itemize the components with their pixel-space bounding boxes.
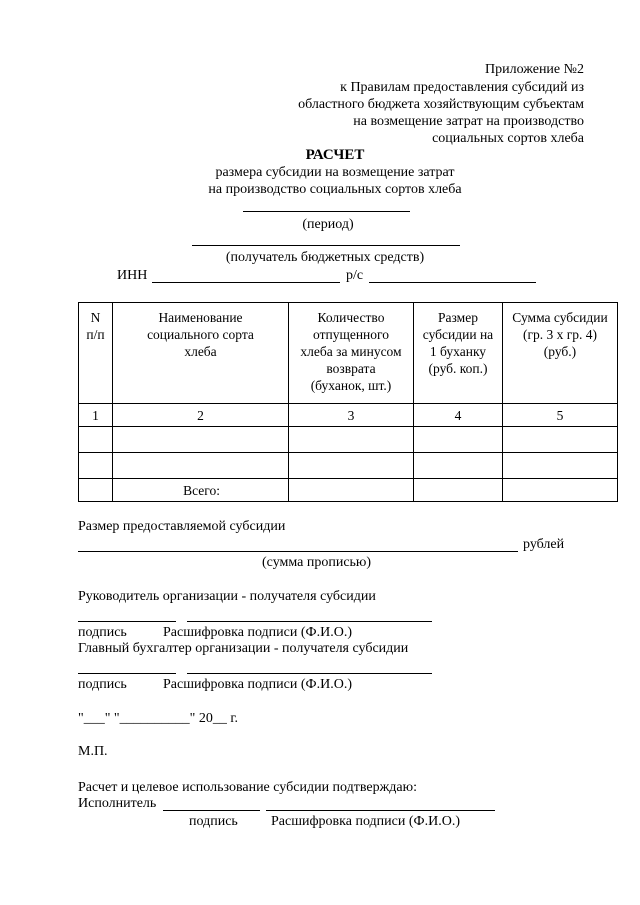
header-quantity: Количество отпущенного хлеба за минусом возврата (буханок, шт.) xyxy=(289,303,414,404)
header-number: N п/п xyxy=(79,303,113,404)
column-number: 5 xyxy=(503,404,618,427)
recipient-line[interactable] xyxy=(192,245,460,246)
subsidy-unit: рублей xyxy=(523,537,565,552)
total-label: Всего: xyxy=(113,479,289,502)
header-rate: Размер субсидии на 1 буханку (руб. коп.) xyxy=(414,303,503,404)
table-cell[interactable] xyxy=(503,453,618,479)
document-subtitle: на производство социальных сортов хлеба xyxy=(208,182,462,197)
table-header-row xyxy=(79,303,618,404)
account-field[interactable] xyxy=(369,282,536,283)
total-cell[interactable] xyxy=(289,479,414,502)
total-cell[interactable] xyxy=(414,479,503,502)
table-cell xyxy=(79,479,113,502)
accountant-signature-field[interactable] xyxy=(78,673,176,674)
column-number: 1 xyxy=(79,404,113,427)
table-cell[interactable] xyxy=(289,427,414,453)
inn-label: ИНН xyxy=(117,268,148,283)
recipient-label: (получатель бюджетных средств) xyxy=(225,250,425,265)
document-title: РАСЧЕТ xyxy=(305,147,365,163)
sign-caption: подпись xyxy=(78,625,127,640)
sign-caption: подпись xyxy=(78,677,127,692)
column-number: 3 xyxy=(289,404,414,427)
table-cell[interactable] xyxy=(113,453,289,479)
total-cell[interactable] xyxy=(503,479,618,502)
accountant-name-field[interactable] xyxy=(187,673,432,674)
subsidy-amount-field[interactable] xyxy=(78,551,518,552)
executor-sign-caption: подпись xyxy=(189,814,238,829)
table-cell[interactable] xyxy=(414,427,503,453)
appendix-number: Приложение №2 xyxy=(485,62,584,77)
account-label: р/с xyxy=(346,268,364,283)
header-sum: Сумма субсидии (гр. 3 x гр. 4) (руб.) xyxy=(503,303,618,404)
head-name-field[interactable] xyxy=(187,621,432,622)
appendix-line: областного бюджета хозяйствующим субъектам xyxy=(298,97,584,112)
inn-field[interactable] xyxy=(152,282,340,283)
table-total-row xyxy=(79,479,618,502)
column-number: 2 xyxy=(113,404,289,427)
decode-caption: Расшифровка подписи (Ф.И.О.) xyxy=(163,677,352,692)
table-cell[interactable] xyxy=(113,427,289,453)
stamp-place: М.П. xyxy=(78,744,108,759)
table-cell[interactable] xyxy=(503,427,618,453)
table-cell[interactable] xyxy=(79,427,113,453)
column-number-row xyxy=(79,404,618,427)
confirm-label: Расчет и целевое использование субсидии подтверждаю: xyxy=(78,780,417,795)
executor-name-field[interactable] xyxy=(266,810,495,811)
subsidy-table xyxy=(78,302,618,502)
subsidy-label: Размер предоставляемой субсидии xyxy=(78,519,286,534)
accountant-label: Главный бухгалтер организации - получателя субсидии xyxy=(78,641,409,656)
sum-in-words-hint: (сумма прописью) xyxy=(262,555,372,570)
appendix-line: социальных сортов хлеба xyxy=(432,131,584,146)
table-cell[interactable] xyxy=(79,453,113,479)
table-row xyxy=(79,427,618,453)
header-bread-name: Наименование социального сорта хлеба xyxy=(113,303,289,404)
table-cell[interactable] xyxy=(414,453,503,479)
table-row xyxy=(79,453,618,479)
appendix-line: к Правилам предоставления субсидий из xyxy=(340,80,584,95)
executor-label: Исполнитель xyxy=(78,796,157,811)
period-label: (период) xyxy=(302,217,354,232)
period-line[interactable] xyxy=(243,211,410,212)
appendix-line: на возмещение затрат на производство xyxy=(353,114,584,129)
date-line[interactable]: "___" "__________" 20__ г. xyxy=(78,711,239,726)
decode-caption: Расшифровка подписи (Ф.И.О.) xyxy=(163,625,352,640)
executor-decode-caption: Расшифровка подписи (Ф.И.О.) xyxy=(271,814,460,829)
head-label: Руководитель организации - получателя субсидии xyxy=(78,589,376,604)
executor-signature-field[interactable] xyxy=(163,810,260,811)
table-cell[interactable] xyxy=(289,453,414,479)
column-number: 4 xyxy=(414,404,503,427)
document-subtitle: размера субсидии на возмещение затрат xyxy=(215,165,455,180)
head-signature-field[interactable] xyxy=(78,621,176,622)
